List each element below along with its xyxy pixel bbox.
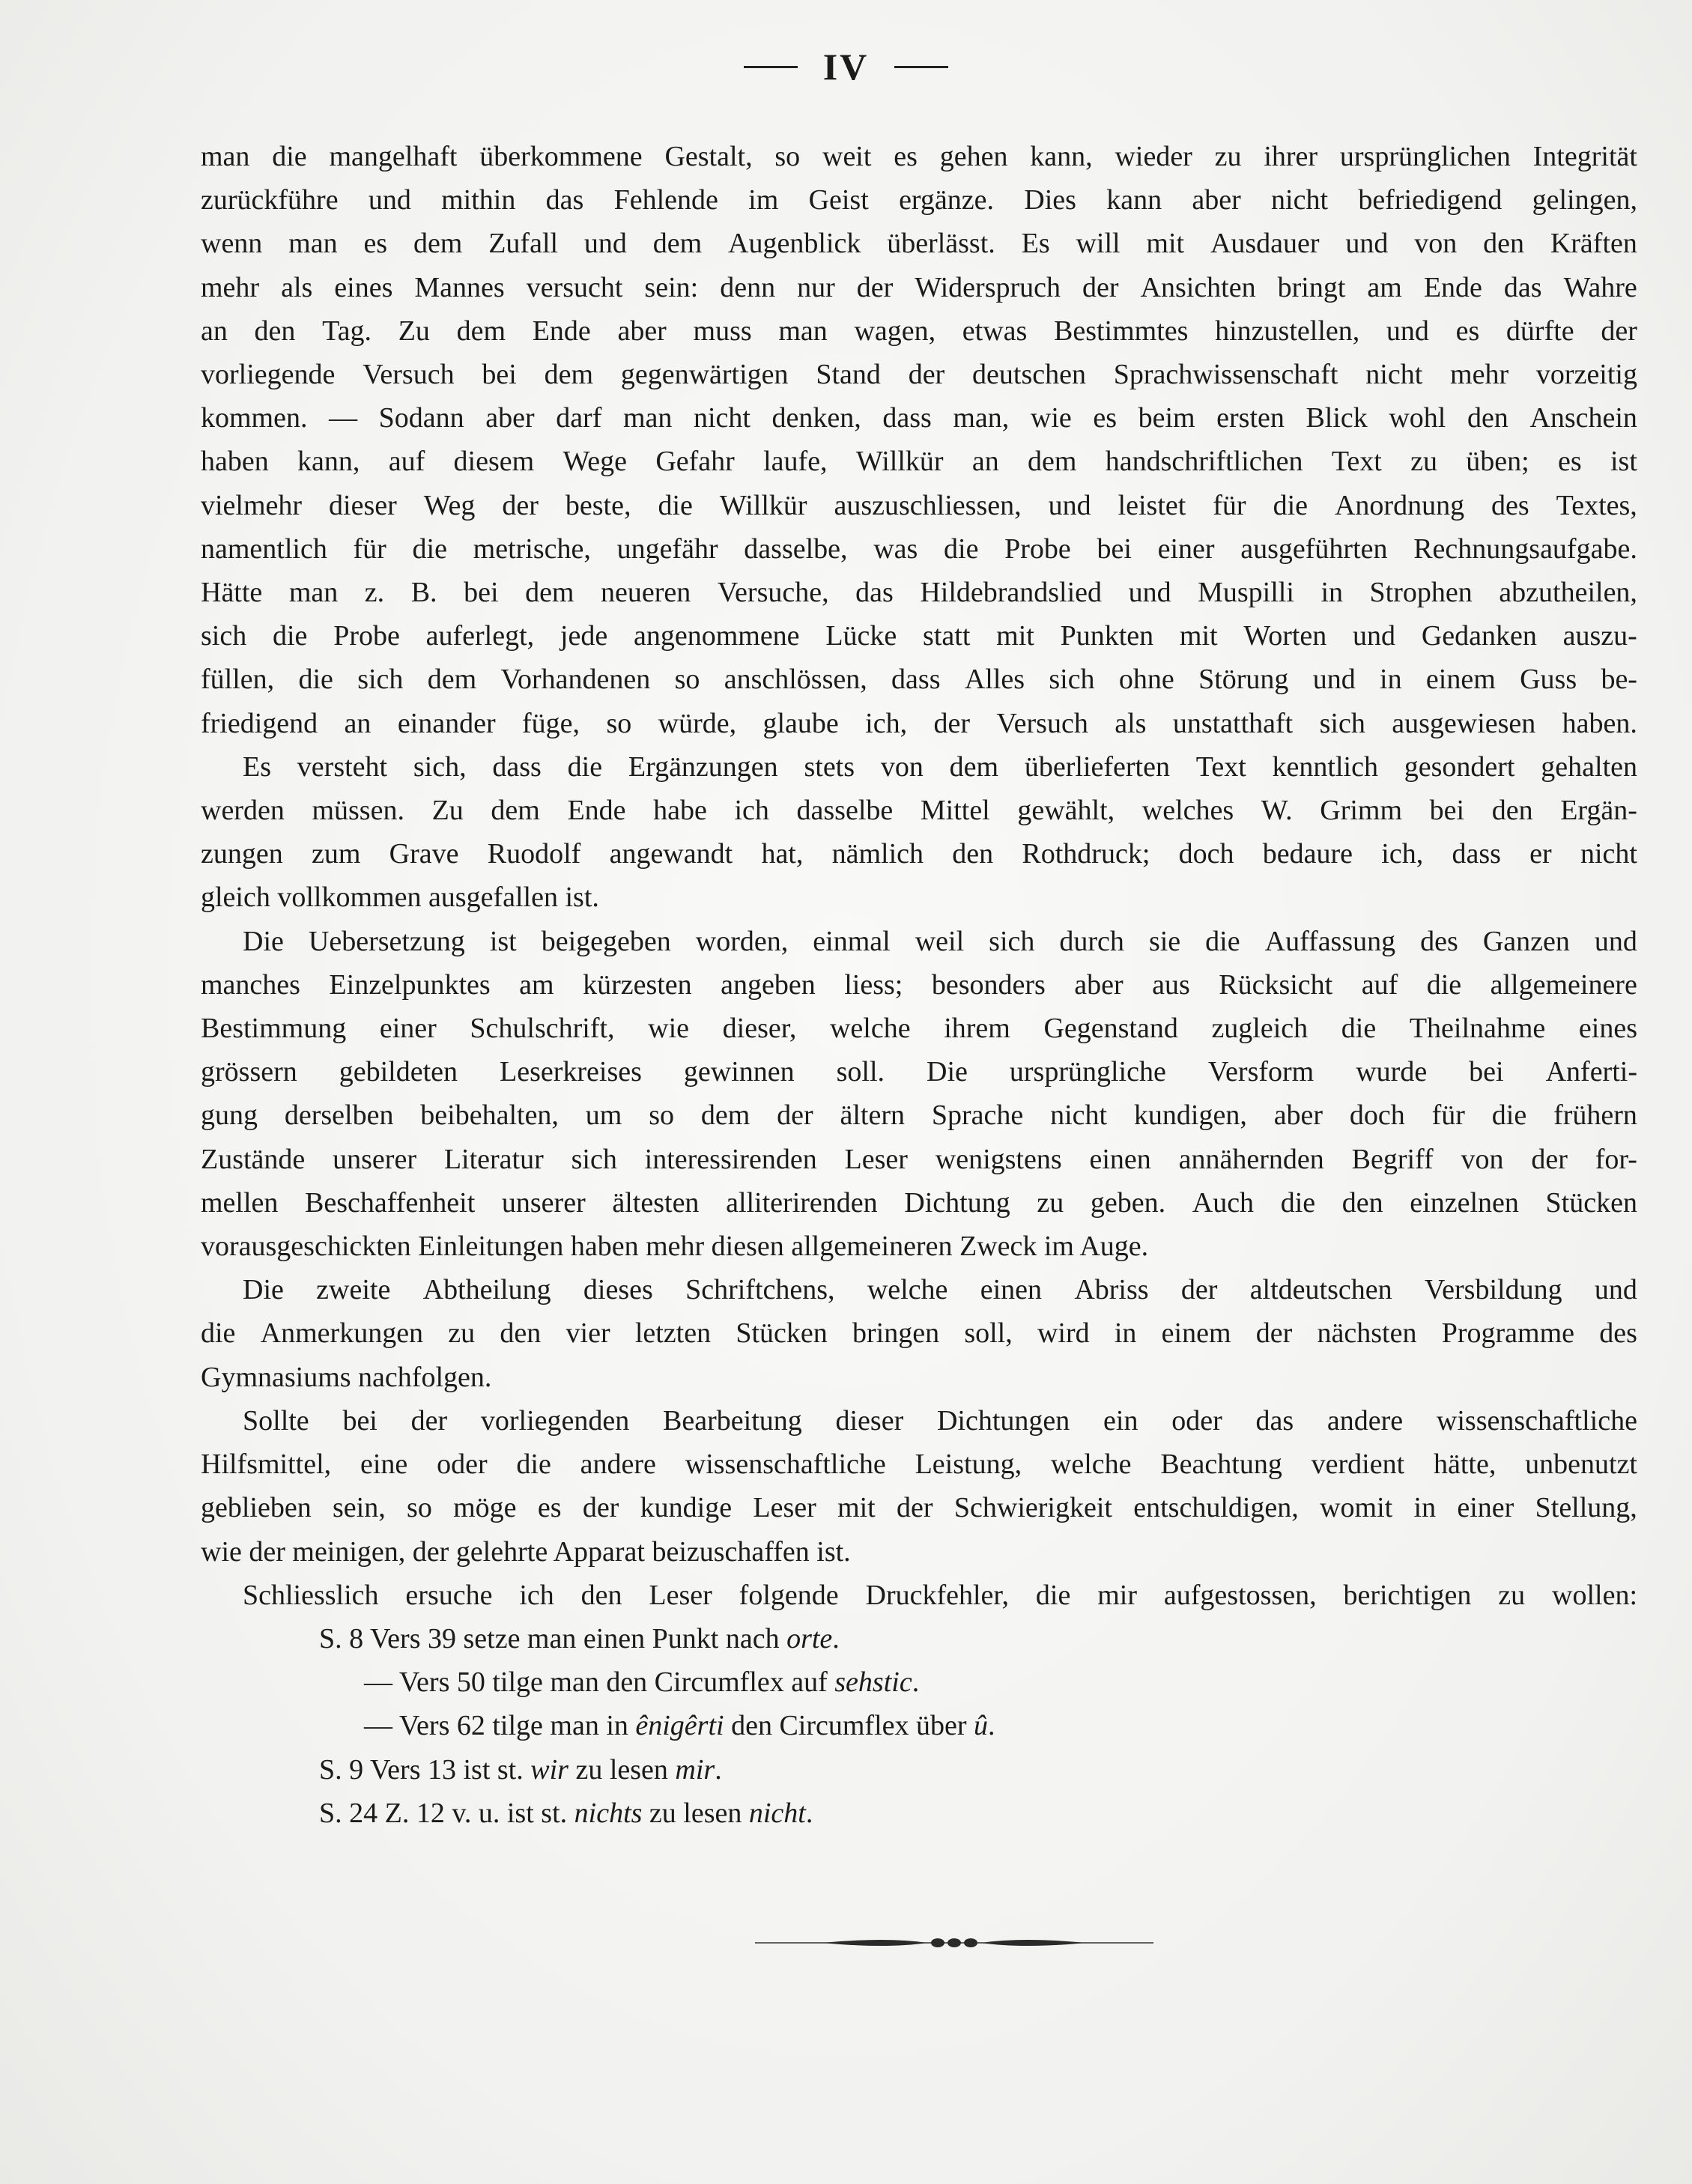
text-line: zungen zum Grave Ruodolf angewandt hat, nämlich den Rothdruck; doch bedaure ich, dass er nicht	[201, 838, 1637, 870]
text-line: werden müssen. Zu dem Ende habe ich dasselbe Mittel gewählt, welches W. Grimm bei den Ergän-	[201, 795, 1637, 827]
errata-item: S. 9 Vers 13 ist st. wir zu lesen mir.	[319, 1753, 722, 1786]
text-line: füllen, die sich dem Vorhandenen so anschlössen, dass Alles sich ohne Störung und in einem Guss be-	[201, 664, 1637, 696]
text-line: sich die Probe auferlegt, jede angenommene Lücke statt mit Punkten mit Worten und Gedanken auszu-	[201, 620, 1637, 652]
text-line: wenn man es dem Zufall und dem Augenblick überlässt. Es will mit Ausdauer und von den Kräften	[201, 228, 1637, 260]
errata-item: — Vers 62 tilge man in ênigêrti den Circumflex über û.	[364, 1710, 995, 1742]
text-line: grössern gebildeten Leserkreises gewinnen soll. Die ursprüngliche Versform wurde bei Anferti-	[201, 1056, 1637, 1088]
text-line: mellen Beschaffenheit unserer ältesten alliterirenden Dichtung zu geben. Auch die den einzelnen Stücken	[201, 1186, 1637, 1219]
text-line: Schliesslich ersuche ich den Leser folgende Druckfehler, die mir aufgestossen, berichtigen zu wollen:	[243, 1579, 1637, 1611]
text-line: Bestimmung einer Schulschrift, wie dieser, welche ihrem Gegenstand zugleich die Theilnahme eines	[201, 1013, 1637, 1045]
text-line: Die Uebersetzung ist beigegeben worden, einmal weil sich durch sie die Auffassung des Ganzen und	[243, 925, 1637, 957]
text-line: Sollte bei der vorliegenden Bearbeitung dieser Dichtungen ein oder das andere wissenschaftliche	[243, 1404, 1637, 1437]
errata-item: S. 8 Vers 39 setze man einen Punkt nach orte.	[319, 1622, 840, 1654]
body-text	[201, 135, 1637, 1835]
text-line: gleich vollkommen ausgefallen ist.	[201, 882, 599, 914]
errata-item: — Vers 50 tilge man den Circumflex auf sehstic.	[364, 1666, 920, 1699]
text-line: gung derselben beibehalten, um so dem der ältern Sprache nicht kundigen, aber doch für die frühern	[201, 1099, 1637, 1132]
text-line: geblieben sein, so möge es der kundige Leser mit der Schwierigkeit entschuldigen, womit in einer Stellung,	[201, 1492, 1637, 1524]
header-rule-right	[894, 66, 948, 68]
text-line: Hätte man z. B. bei dem neueren Versuche, das Hildebrandslied und Muspilli in Strophen abzutheilen,	[201, 577, 1637, 609]
text-line: haben kann, auf diesem Wege Gefahr laufe, Willkür an dem handschriftlichen Text zu üben; es ist	[201, 446, 1637, 478]
page-number: IV	[822, 46, 870, 88]
header-rule-left	[744, 66, 798, 68]
text-line: kommen. — Sodann aber darf man nicht denken, dass man, wie es beim ersten Blick wohl den Anschein	[201, 402, 1637, 434]
errata-list	[201, 1617, 1637, 1835]
errata-item: S. 24 Z. 12 v. u. ist st. nichts zu lesen nicht.	[319, 1797, 813, 1829]
page-header	[0, 45, 1692, 88]
text-line: zurückführe und mithin das Fehlende im Geist ergänze. Dies kann aber nicht befriedigend gelingen,	[201, 184, 1637, 216]
text-line: Zustände unserer Literatur sich interessirenden Leser wenigstens einen annähernden Begriff von der for-	[201, 1143, 1637, 1175]
text-line: friedigend an einander füge, so würde, glaube ich, der Versuch als unstatthaft sich ausgewiesen haben.	[201, 707, 1637, 739]
text-line: die Anmerkungen zu den vier letzten Stücken bringen soll, wird in einem der nächsten Programme des	[201, 1317, 1637, 1350]
text-line: vorliegende Versuch bei dem gegenwärtigen Stand der deutschen Sprachwissenschaft nicht mehr vorzeitig	[201, 359, 1637, 391]
closing-ornament	[755, 1934, 1153, 1952]
text-line: Hilfsmittel, eine oder die andere wissenschaftliche Leistung, welche Beachtung verdient hätte, unbenutzt	[201, 1449, 1637, 1481]
text-line: Die zweite Abtheilung dieses Schriftchens, welche einen Abriss der altdeutschen Versbildung und	[243, 1274, 1637, 1306]
text-line: Es versteht sich, dass die Ergänzungen stets von dem überlieferten Text kenntlich gesondert gehalten	[243, 750, 1637, 783]
text-line: Gymnasiums nachfolgen.	[201, 1361, 492, 1393]
text-line: mehr als eines Mannes versucht sein: denn nur der Widerspruch der Ansichten bringt am Ende das Wahre	[201, 271, 1637, 303]
text-line: vielmehr dieser Weg der beste, die Willkür auszuschliessen, und leistet für die Anordnung des Textes,	[201, 489, 1637, 521]
text-line: manches Einzelpunktes am kürzesten angeben liess; besonders aber aus Rücksicht auf die allgemeinere	[201, 968, 1637, 1001]
text-line: wie der meinigen, der gelehrte Apparat beizuschaffen ist.	[201, 1535, 851, 1568]
text-line: vorausgeschickten Einleitungen haben mehr diesen allgemeineren Zweck im Auge.	[201, 1231, 1149, 1263]
text-line: an den Tag. Zu dem Ende aber muss man wagen, etwas Bestimmtes hinzustellen, und es dürfte der	[201, 315, 1637, 347]
text-line: man die mangelhaft überkommene Gestalt, so weit es gehen kann, wieder zu ihrer ursprünglichen Integrität	[201, 141, 1637, 172]
text-line: namentlich für die metrische, ungefähr dasselbe, was die Probe bei einer ausgeführten Rechnungsaufgabe.	[201, 533, 1637, 565]
